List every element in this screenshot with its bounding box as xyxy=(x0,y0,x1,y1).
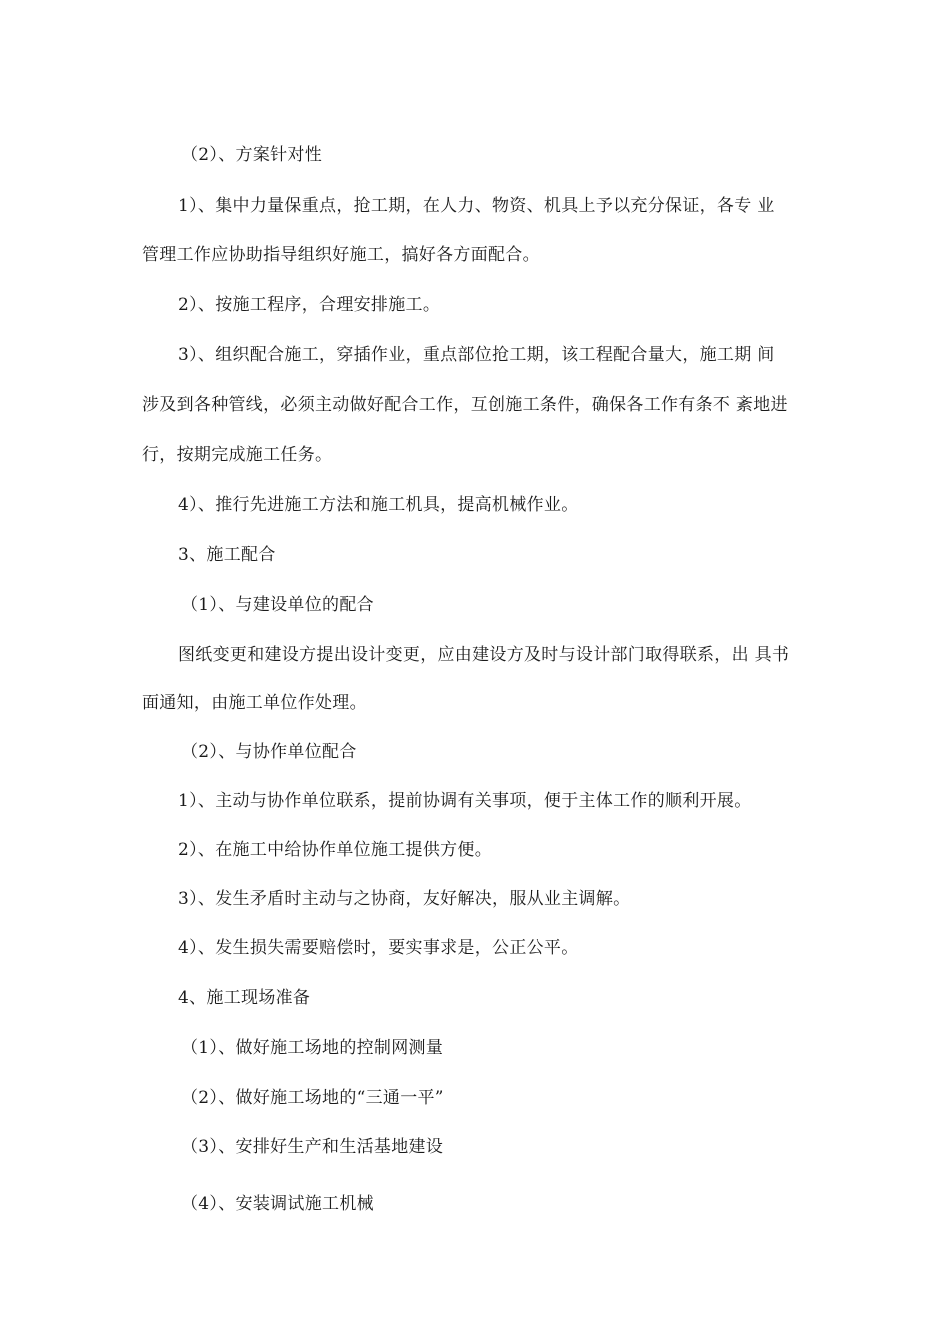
paragraph-line: 4）、发生损失需要赔偿时，要实事求是，公正公平。 xyxy=(178,938,579,958)
section-heading: （4）、安装调试施工机械 xyxy=(181,1194,374,1214)
paragraph-line: 管理工作应协助指导组织好施工，搞好各方面配合。 xyxy=(142,245,540,265)
paragraph-line: 图纸变更和建设方提出设计变更，应由建设方及时与设计部门取得联系，出 具书 xyxy=(178,645,790,665)
section-heading: 3、施工配合 xyxy=(178,545,276,565)
paragraph-line: 3）、发生矛盾时主动与之协商，友好解决，服从业主调解。 xyxy=(178,889,631,909)
paragraph-line: 1）、主动与协作单位联系，提前协调有关事项，便于主体工作的顺利开展。 xyxy=(178,791,752,811)
section-heading: （1）、做好施工场地的控制网测量 xyxy=(181,1038,444,1058)
paragraph-line: 2）、在施工中给协作单位施工提供方便。 xyxy=(178,840,493,860)
paragraph-line: 行，按期完成施工任务。 xyxy=(142,445,333,465)
section-heading: 4、施工现场准备 xyxy=(178,988,311,1008)
section-heading: （2）、做好施工场地的“三通一平” xyxy=(181,1088,444,1108)
paragraph-line: 面通知，由施工单位作处理。 xyxy=(142,693,367,713)
section-heading: （2）、与协作单位配合 xyxy=(181,742,357,762)
paragraph-line: 4）、推行先进施工方法和施工机具，提高机械作业。 xyxy=(178,495,579,515)
paragraph-line: 1）、集中力量保重点，抢工期，在人力、物资、机具上予以充分保证，各专 业 xyxy=(178,196,775,216)
paragraph-line: 3）、组织配合施工，穿插作业，重点部位抢工期，该工程配合量大，施工期 间 xyxy=(178,345,775,365)
paragraph-line: 涉及到各种管线，必须主动做好配合工作，互创施工条件，确保各工作有条不 紊地进 xyxy=(142,395,788,415)
paragraph-line: 2）、按施工程序，合理安排施工。 xyxy=(178,295,441,315)
section-heading: （2）、方案针对性 xyxy=(181,145,323,165)
section-heading: （3）、安排好生产和生活基地建设 xyxy=(181,1137,444,1157)
section-heading: （1）、与建设单位的配合 xyxy=(181,595,374,615)
